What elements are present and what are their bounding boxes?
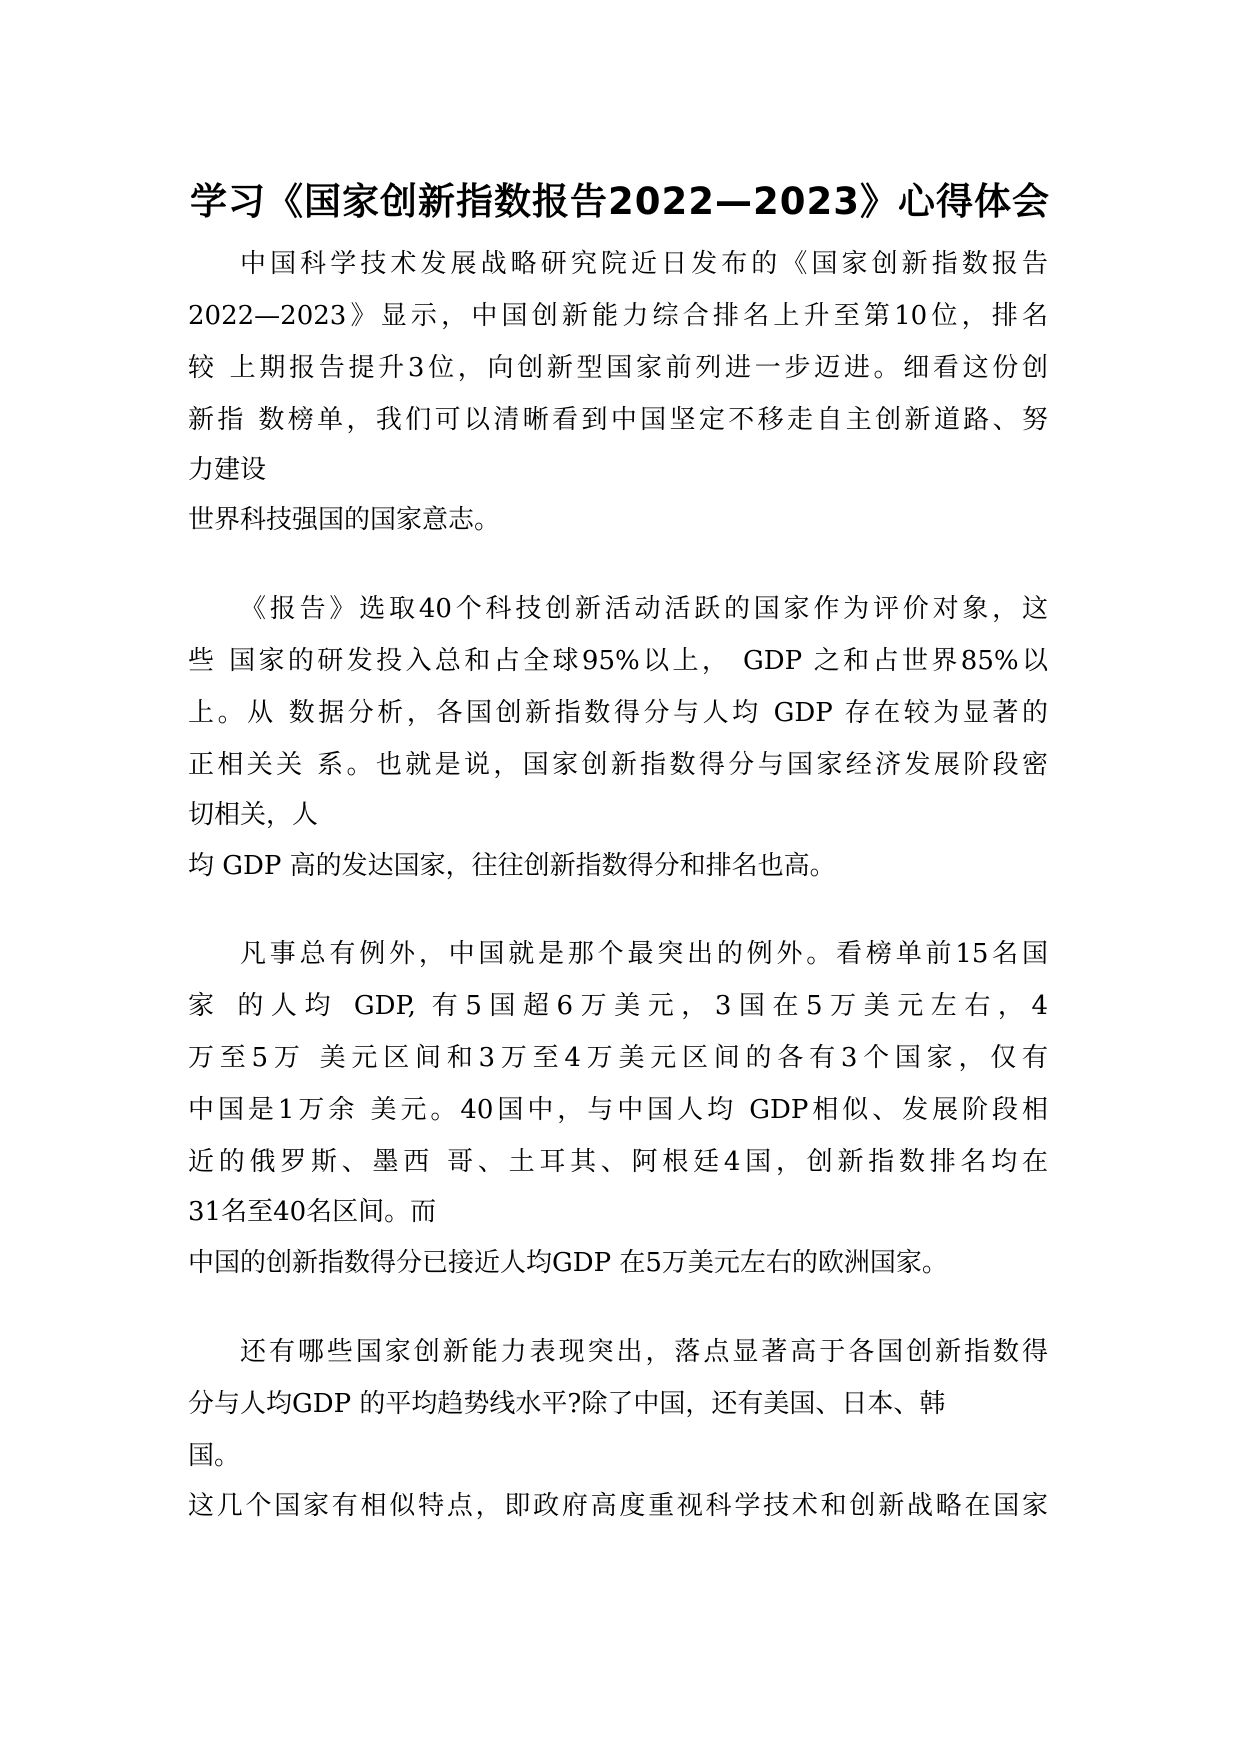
document-title: 学习《国家创新指数报告2022—2023》心得体会	[190, 180, 1050, 223]
paragraph-2-line-3: 上。从 数据分析，各国创新指数得分与人均 GDP 存在较为显著的	[188, 698, 1048, 728]
paragraph-2-line-5: 切相关，人	[188, 800, 319, 830]
paragraph-4-line-4: 这几个国家有相似特点，即政府高度重视科学技术和创新战略在国家	[188, 1491, 1048, 1521]
paragraph-2-line-2: 些 国家的研发投入总和占全球95%以上， GDP 之和占世界85%以	[188, 646, 1048, 676]
paragraph-2-line-6: 均 GDP 高的发达国家，往往创新指数得分和排名也高。	[188, 851, 836, 881]
paragraph-3-line-7: 中国的创新指数得分已接近人均GDP 在5万美元左右的欧洲国家。	[188, 1248, 948, 1278]
paragraph-1-line-3: 较 上期报告提升3位，向创新型国家前列进一步迈进。细看这份创	[188, 353, 1048, 383]
paragraph-2-line-1: 《报告》选取40个科技创新活动活跃的国家作为评价对象，这	[240, 594, 1048, 624]
paragraph-1-line-5: 力建设	[188, 455, 267, 485]
paragraph-1-line-2: 2022—2023》显示，中国创新能力综合排名上升至第10位，排名	[188, 301, 1048, 331]
paragraph-3-line-2: 家 的人均 GDP, 有5国超6万美元，3国在5万美元左右，4	[188, 991, 1048, 1021]
paragraph-1-line-1: 中国科学技术发展战略研究院近日发布的《国家创新指数报告	[240, 249, 1048, 279]
paragraph-3-line-4: 中国是1万余 美元。40国中，与中国人均 GDP相似、发展阶段相	[188, 1095, 1048, 1125]
paragraph-3-line-3: 万至5万 美元区间和3万至4万美元区间的各有3个国家，仅有	[188, 1043, 1048, 1073]
paragraph-3-line-1: 凡事总有例外，中国就是那个最突出的例外。看榜单前15名国	[240, 939, 1048, 969]
paragraph-3-line-5: 近的俄罗斯、墨西 哥、土耳其、阿根廷4国，创新指数排名均在	[188, 1147, 1048, 1177]
paragraph-2-line-4: 正相关关 系。也就是说，国家创新指数得分与国家经济发展阶段密	[188, 750, 1048, 780]
paragraph-4-line-1: 还有哪些国家创新能力表现突出，落点显著高于各国创新指数得	[240, 1337, 1048, 1367]
paragraph-1-line-6: 世界科技强国的国家意志。	[188, 505, 501, 535]
paragraph-3-line-6: 31名至40名区间。而	[188, 1197, 437, 1227]
paragraph-1-line-4: 新指 数榜单，我们可以清晰看到中国坚定不移走自主创新道路、努	[188, 405, 1048, 435]
paragraph-4-line-2: 分与人均GDP 的平均趋势线水平?除了中国，还有美国、日本、韩	[188, 1389, 946, 1419]
paragraph-4-line-3: 国。	[188, 1441, 241, 1471]
